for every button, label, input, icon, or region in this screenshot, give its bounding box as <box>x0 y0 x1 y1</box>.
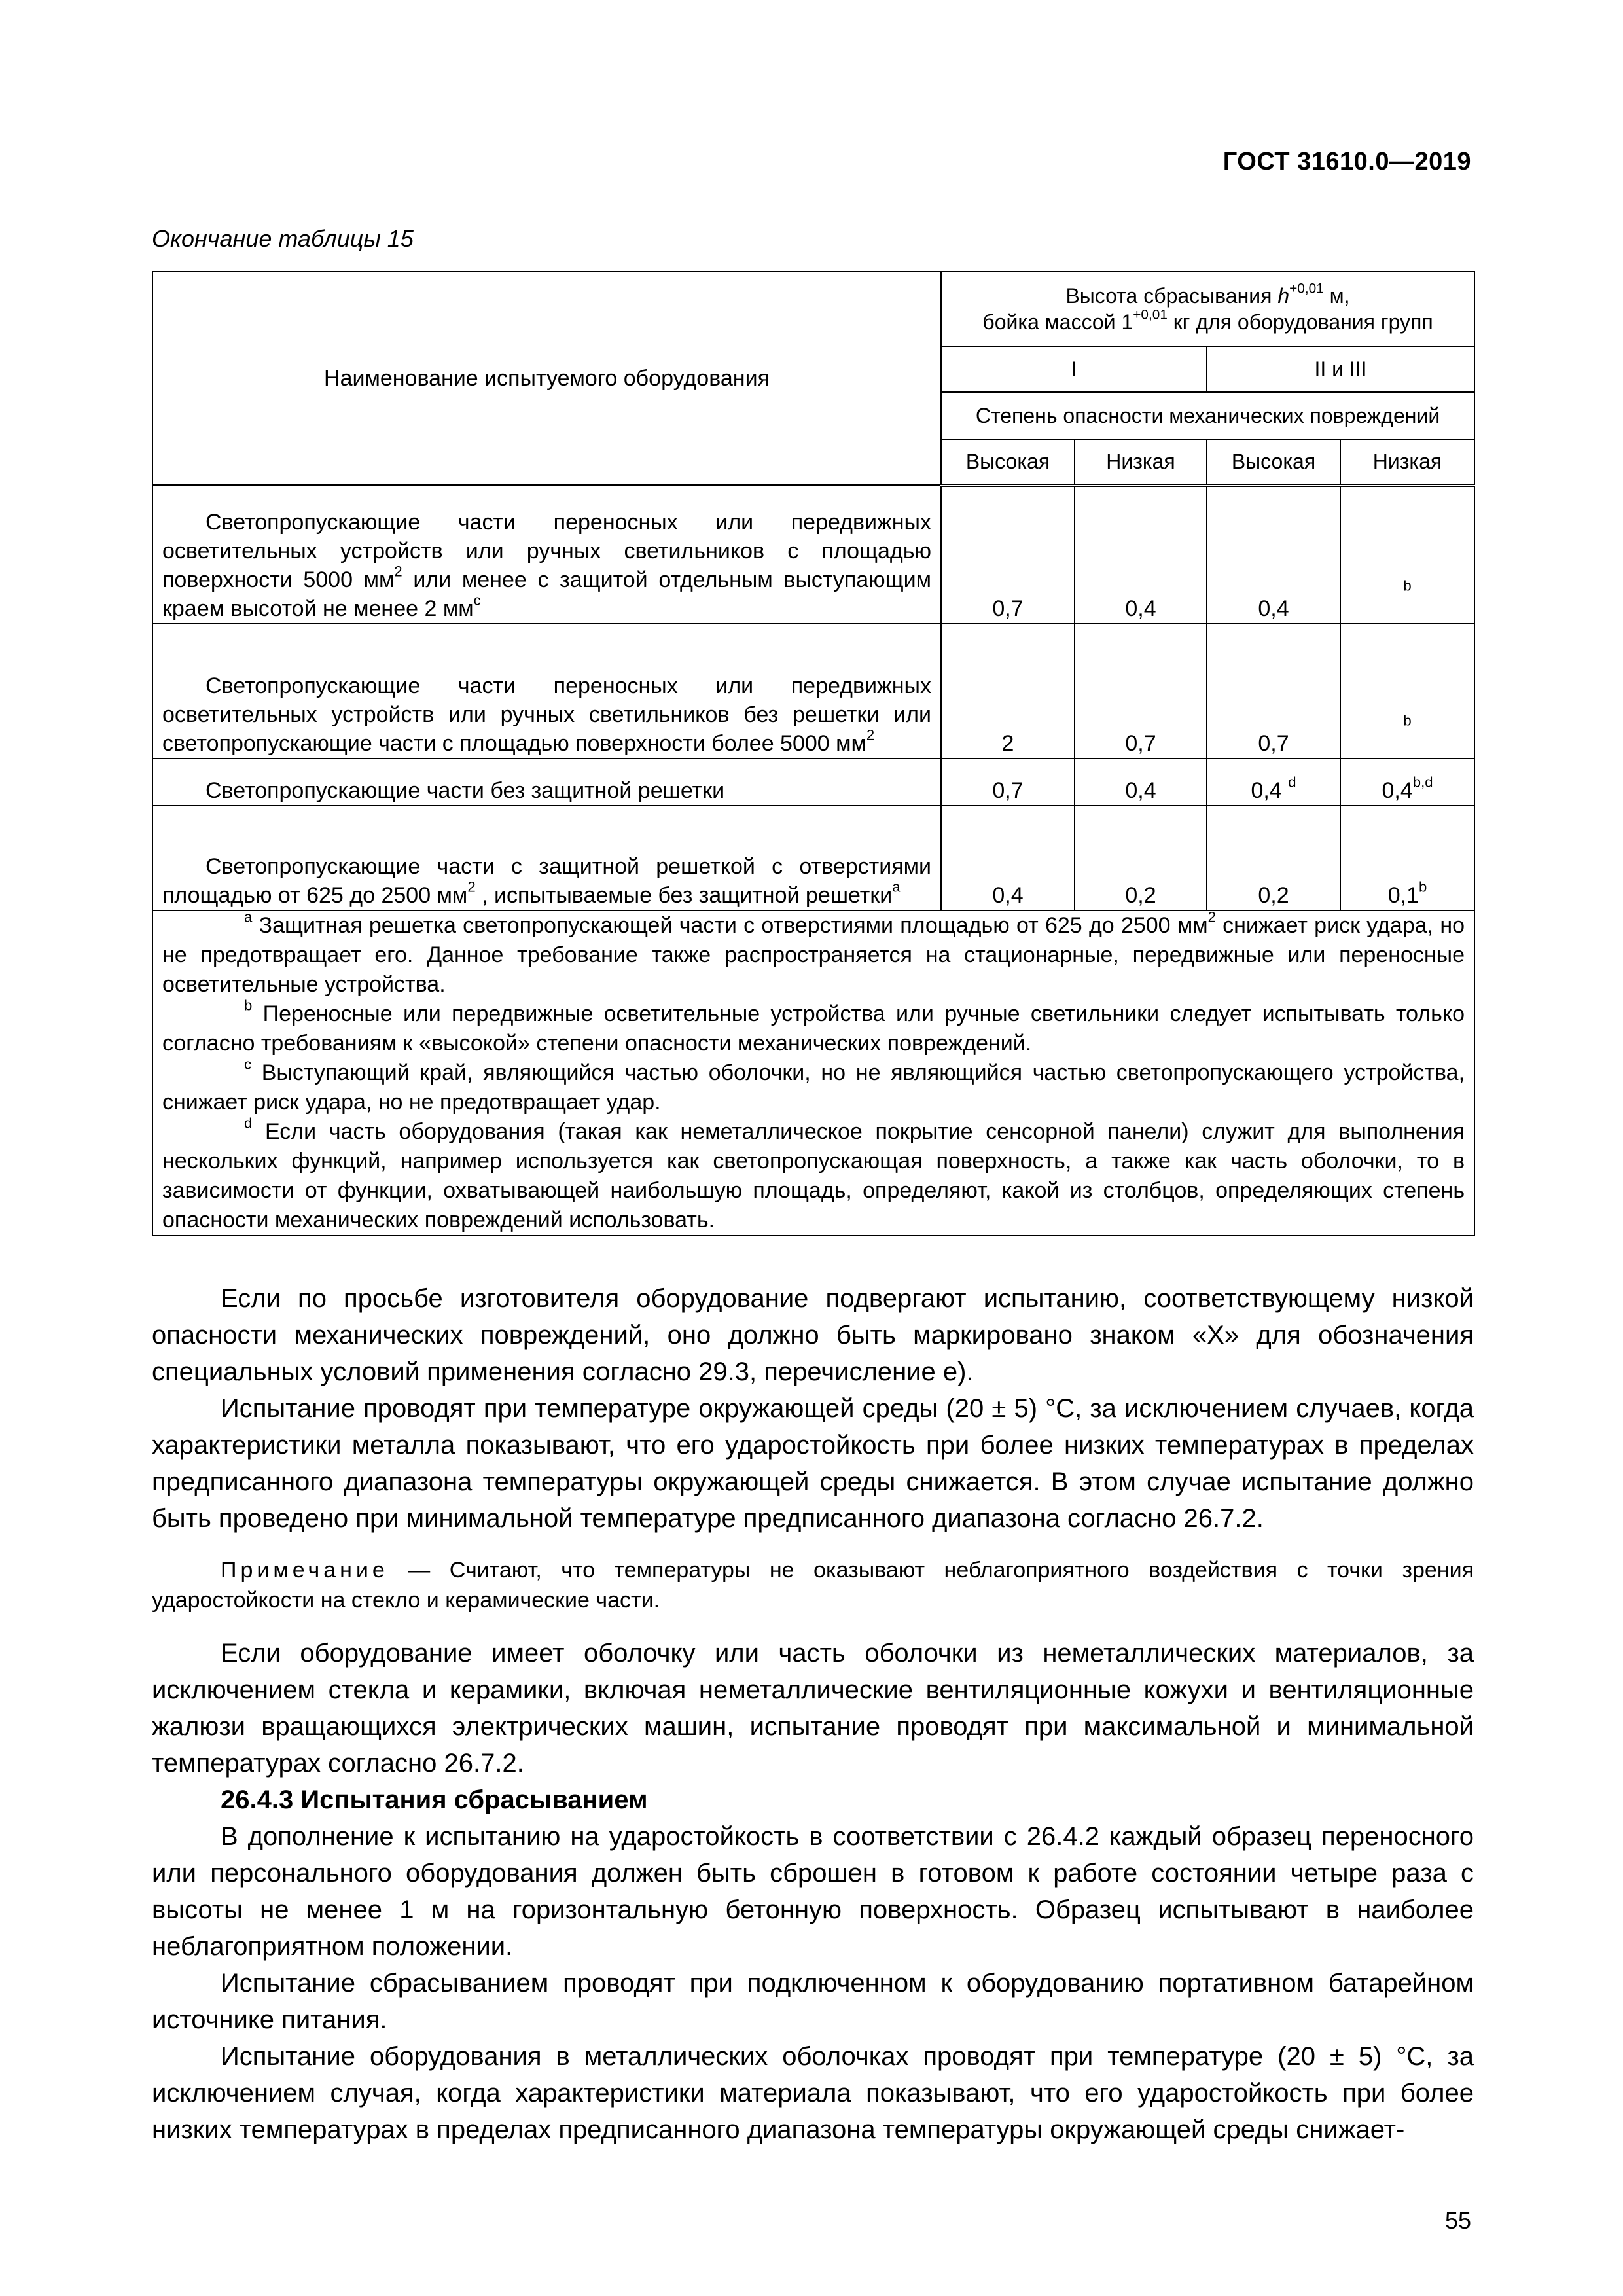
row-3-name: Светопропускающие части без защитной решетки <box>152 759 941 806</box>
header-danger-degree: Степень опасности механических повреждений <box>941 392 1474 439</box>
header-drop-height <box>941 272 1474 346</box>
table-footnotes <box>152 910 1474 1236</box>
header-low-1: Низкая <box>1075 439 1207 485</box>
section-heading: 26.4.3 Испытания сбрасыванием <box>221 1785 648 1814</box>
row-1-name: Светопропускающие части переносных или передвижных осветительных устройств или ручных светильников с площадью поверхности 5000 $мм^2$ или менее с защитой отдельным выступающим краем высотой не менее 2 $мм^c$ <box>152 485 941 624</box>
row-2-high-1: 2 <box>941 624 1075 759</box>
header-equipment-name: Наименование испытуемого оборудования <box>152 272 941 485</box>
row-4-low-2: 0,1$^b$ <box>1340 806 1474 910</box>
footnote-c: $^c$ Выступающий край, являющийся частью оболочки, но не являющийся частью светопропускающего устройства, снижает риск удара, но не предотвращает удар. <box>162 1056 1465 1115</box>
row-3-low-1: 0,4 <box>1075 759 1207 806</box>
row-1-high-1: 0,7 <box>941 485 1075 624</box>
paragraph: Испытание сбрасыванием проводят при подключенном к оборудованию портативном батарейном источнике питания. <box>152 1969 1474 2034</box>
row-2-name: Светопропускающие части переносных или передвижных осветительных устройств или ручных светильников без решетки или светопропускающие части с площадью поверхности более 5000 $мм^2$ <box>152 624 941 759</box>
paragraph: Испытание оборудования в металлических оболочках проводят при температуре (20 ± 5) °C, за исключением случая, когда характеристики материала показывают, что его ударостойкость при более низких температурах в пределах предписанного диапазона температуры окружающей среды снижает- <box>152 2042 1474 2144</box>
row-2-low-1: 0,7 <box>1075 624 1207 759</box>
table-header-row <box>152 272 1474 346</box>
table-15 <box>152 271 1475 1236</box>
paragraph: Если по просьбе изготовителя оборудование подвергают испытанию, соответствующему низкой опасности механических повреждений, оно должно быть маркировано знаком «X» для обозначения специальных условий применения согласно 29.3, перечисление е). <box>152 1284 1474 1386</box>
header-low-2: Низкая <box>1340 439 1474 485</box>
note-text: — Считают, что температуры не оказывают неблагоприятного воздействия с точки зрения ударостойкости на стекло и керамические части. <box>152 1558 1474 1613</box>
row-1-low-1: 0,4 <box>1075 485 1207 624</box>
row-4-high-1: 0,4 <box>941 806 1075 910</box>
row-4-high-2: 0,2 <box>1207 806 1340 910</box>
note <box>152 1555 1474 1615</box>
row-4-name: Светопропускающие части с защитной решеткой с отверстиями площадью от 625 до 2500 $мм^2$ , испытываемые без защитной решетки$^a$ <box>152 806 941 910</box>
table-caption: Окончание таблицы 15 <box>152 225 414 252</box>
body-text <box>152 1280 1474 2148</box>
row-2-low-2: b <box>1340 624 1474 759</box>
row-2-high-2: 0,7 <box>1207 624 1340 759</box>
note-label: Примечание <box>221 1558 389 1583</box>
document-header: ГОСТ 31610.0—2019 <box>1222 148 1471 175</box>
row-3-high-2: 0,4 $^d$ <box>1207 759 1340 806</box>
paragraph: Если оборудование имеет оболочку или часть оболочки из неметаллических материалов, за исключением стекла и керамики, включая неметаллические вентиляционные кожухи и вентиляционные жалюзи вращающихся электрических машин, испытание проводят при максимальной и минимальной температурах согласно 26.7.2. <box>152 1639 1474 1778</box>
row-4-low-1: 0,2 <box>1075 806 1207 910</box>
table-notes-row <box>152 910 1474 1236</box>
page-number: 55 <box>1444 2207 1471 2234</box>
drop-height-line2: бойка массой $1^{+0,01}$ кг для оборудования групп <box>982 307 1433 334</box>
header-high-1: Высокая <box>941 439 1075 485</box>
footnote-b: $^b$ Переносные или передвижные осветительные устройства или ручные светильники следует испытывать только согласно требованиям к «высокой» степени опасности механических повреждений. <box>162 997 1465 1056</box>
paragraph: В дополнение к испытанию на ударостойкость в соответствии с 26.4.2 каждый образец переносного или персонального оборудования должен быть сброшен в готовом к работе состоянии четыре раза с высоты не менее 1 м на горизонтальную бетонную поверхность. Образец испытывают в наиболее неблагоприятном положении. <box>152 1822 1474 1961</box>
drop-height-line1: Высота сбрасывания $h^{+0,01}$ м, <box>1065 281 1350 308</box>
row-1-low-2: b <box>1340 485 1474 624</box>
table-row <box>152 624 1474 759</box>
header-group-2-3: II и III <box>1207 346 1474 392</box>
footnote-a: $^a$ Защитная решетка светопропускающей части с отверстиями площадью от 625 до 2500 $мм^2$ снижает риск удара, но не предотвращает его. Данное требование также распространяется на стационарные, передвижные или переносные осветительные устройства. <box>162 908 1465 997</box>
table-row <box>152 485 1474 624</box>
row-3-low-2: 0,4$^{b,d}$ <box>1340 759 1474 806</box>
header-group-1: I <box>941 346 1207 392</box>
row-1-high-2: 0,4 <box>1207 485 1340 624</box>
table-row <box>152 806 1474 910</box>
paragraph: Испытание проводят при температуре окружающей среды (20 ± 5) °C, за исключением случаев, когда характеристики металла показывают, что его ударостойкость при более низких температурах в пределах предписанного диапазона температуры окружающей среды снижается. В этом случае испытание должно быть проведено при минимальной температуре предписанного диапазона согласно 26.7.2. <box>152 1394 1474 1533</box>
footnote-d: $^d$ Если часть оборудования (такая как неметаллическое покрытие сенсорной панели) служит для выполнения нескольких функций, например используется как светопропускающая поверхность, а также как часть оболочки, то в зависимости от функции, охватывающей наибольшую площадь, определяют, какой из столбцов, определяющих степень опасности механических повреждений использовать. <box>162 1115 1465 1232</box>
table-row <box>152 759 1474 806</box>
header-high-2: Высокая <box>1207 439 1340 485</box>
row-3-high-1: 0,7 <box>941 759 1075 806</box>
